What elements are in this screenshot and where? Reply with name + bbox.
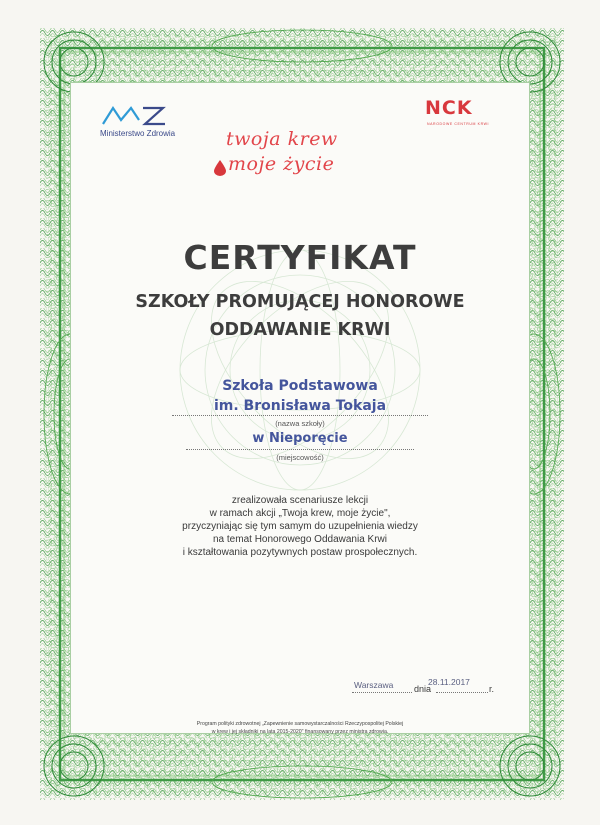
footer-line-1: Program polityki zdrowotnej „Zapewnienie samowystarczalności Rzeczypospolitej Polskiej (196, 721, 404, 727)
campaign-line2: moje życie (228, 153, 335, 175)
certificate-subtitle-2: ODDAWANIE KRWI (209, 320, 391, 340)
certificate-subtitle-1: SZKOŁY PROMUJĄCEJ HONOROWE (135, 292, 465, 312)
campaign-line1: twoja krew (226, 128, 338, 150)
date-value: 28.11.2017 (428, 677, 470, 687)
body-line-2: w ramach akcji „Twoja krew, moje życie", (209, 508, 391, 519)
location-hint: (miejscowość) (276, 453, 324, 462)
school-name-hint: (nazwa szkoły) (275, 419, 325, 428)
school-name-line1: Szkoła Podstawowa (222, 378, 378, 394)
body-line-1: zrealizowała scenariusze lekcji (231, 495, 369, 506)
school-name-rule (172, 415, 428, 416)
school-name-line2: im. Bronisława Tokaja (213, 398, 387, 414)
location-rule (186, 449, 414, 450)
body-line-3: przyczyniając się tym samym do uzupełnienia wiedzy (182, 521, 418, 532)
nck-subtitle: NARODOWE CENTRUM KRWI (427, 122, 490, 126)
nck-logo: NCK (425, 97, 473, 119)
place-value: Warszawa (354, 680, 394, 690)
ministry-logo-icon (101, 104, 173, 126)
date-label: dnia (414, 684, 432, 694)
ministry-name: Ministerstwo Zdrowia (100, 129, 176, 138)
footer-line-2: w krew i jej składniki na lata 2015-2020" finansowany przez ministra zdrowia. (211, 729, 389, 735)
body-line-5: i kształtowania pozytywnych postaw prospołecznych. (182, 547, 418, 558)
place-rule (352, 692, 412, 693)
date-suffix: r. (489, 684, 495, 694)
date-rule (436, 692, 488, 693)
certificate-title: CERTYFIKAT (183, 238, 417, 277)
blood-drop-icon (214, 160, 226, 176)
body-line-4: na temat Honorowego Oddawania Krwi (213, 534, 387, 545)
school-location: w Nieporęcie (252, 431, 348, 446)
